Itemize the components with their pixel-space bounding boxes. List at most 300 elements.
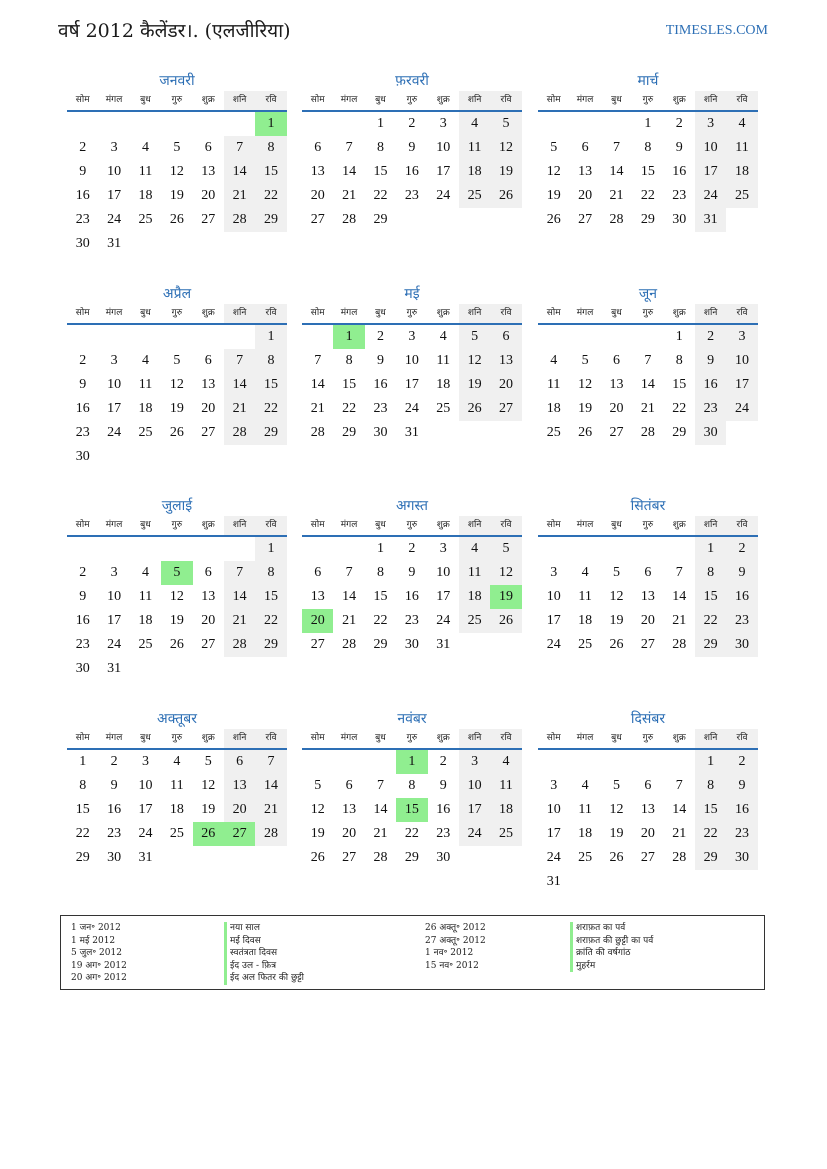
day-cell[interactable]: 9 [79,589,87,604]
day-cell[interactable]: 26 [169,637,184,652]
day-cell[interactable]: 27 [640,850,655,865]
day-cell[interactable]: 24 [546,850,561,865]
day-cell[interactable]: 13 [201,377,216,392]
day-cell[interactable]: 19 [546,188,561,203]
day-cell[interactable]: 17 [546,613,561,628]
day-cell[interactable]: 8 [695,774,726,798]
day-cell[interactable]: 22 [75,826,90,841]
day-cell[interactable]: 1 [396,750,427,774]
day-cell[interactable]: 30 [726,633,757,657]
day-cell[interactable]: 6 [345,778,353,793]
day-cell[interactable]: 11 [546,377,561,392]
day-cell[interactable]: 3 [110,140,118,155]
day-cell[interactable]: 13 [342,802,357,817]
day-cell[interactable]: 16 [404,589,419,604]
day-cell[interactable]: 14 [224,160,255,184]
day-cell[interactable]: 5 [173,353,181,368]
day-cell[interactable]: 7 [224,349,255,373]
day-cell[interactable]: 27 [640,637,655,652]
day-cell[interactable]: 2 [408,116,416,131]
day-cell[interactable]: 17 [404,377,419,392]
day-cell[interactable]: 24 [546,637,561,652]
day-cell[interactable]: 6 [204,140,212,155]
day-cell[interactable]: 3 [110,353,118,368]
day-cell[interactable]: 22 [255,609,286,633]
day-cell[interactable]: 30 [75,449,90,464]
day-cell[interactable]: 20 [609,401,624,416]
day-cell[interactable]: 8 [644,140,652,155]
day-cell[interactable]: 16 [404,164,419,179]
day-cell[interactable]: 12 [578,377,593,392]
day-cell[interactable]: 28 [310,425,325,440]
day-cell[interactable]: 4 [141,353,149,368]
day-cell[interactable]: 16 [726,585,757,609]
day-cell[interactable]: 26 [490,184,521,208]
day-cell[interactable]: 9 [695,349,726,373]
day-cell[interactable]: 7 [345,140,353,155]
day-cell[interactable]: 15 [396,798,427,822]
day-cell[interactable]: 6 [644,565,652,580]
day-cell[interactable]: 13 [201,589,216,604]
day-cell[interactable]: 5 [490,537,521,561]
day-cell[interactable]: 6 [314,565,322,580]
day-cell[interactable]: 2 [408,541,416,556]
day-cell[interactable]: 23 [75,637,90,652]
day-cell[interactable]: 26 [490,609,521,633]
day-cell[interactable]: 19 [609,826,624,841]
day-cell[interactable]: 23 [75,425,90,440]
day-cell[interactable]: 17 [107,401,122,416]
day-cell[interactable]: 3 [550,565,558,580]
day-cell[interactable]: 20 [640,613,655,628]
day-cell[interactable]: 5 [550,140,558,155]
day-cell[interactable]: 17 [726,373,757,397]
day-cell[interactable]: 3 [726,325,757,349]
day-cell[interactable]: 10 [404,353,419,368]
day-cell[interactable]: 1 [644,116,652,131]
day-cell[interactable]: 4 [459,537,490,561]
day-cell[interactable]: 26 [546,212,561,227]
day-cell[interactable]: 20 [201,401,216,416]
day-cell[interactable]: 29 [695,633,726,657]
day-cell[interactable]: 12 [609,802,624,817]
day-cell[interactable]: 31 [695,208,726,232]
day-cell[interactable]: 4 [490,750,521,774]
day-cell[interactable]: 14 [310,377,325,392]
day-cell[interactable]: 31 [546,874,561,889]
day-cell[interactable]: 22 [373,188,388,203]
day-cell[interactable]: 21 [609,188,624,203]
day-cell[interactable]: 26 [310,850,325,865]
day-cell[interactable]: 8 [79,778,87,793]
day-cell[interactable]: 12 [459,349,490,373]
day-cell[interactable]: 21 [672,613,687,628]
day-cell[interactable]: 15 [255,585,286,609]
day-cell[interactable]: 2 [79,353,87,368]
day-cell[interactable]: 24 [459,822,490,846]
day-cell[interactable]: 8 [255,349,286,373]
day-cell[interactable]: 28 [672,850,687,865]
day-cell[interactable]: 23 [373,401,388,416]
day-cell[interactable]: 16 [75,613,90,628]
day-cell[interactable]: 12 [201,778,216,793]
day-cell[interactable]: 8 [255,136,286,160]
day-cell[interactable]: 10 [546,589,561,604]
day-cell[interactable]: 16 [107,802,122,817]
day-cell[interactable]: 26 [578,425,593,440]
day-cell[interactable]: 17 [546,826,561,841]
day-cell[interactable]: 6 [204,565,212,580]
day-cell[interactable]: 15 [342,377,357,392]
day-cell[interactable]: 21 [224,397,255,421]
day-cell[interactable]: 28 [373,850,388,865]
day-cell[interactable]: 9 [439,778,447,793]
day-cell[interactable]: 28 [255,822,286,846]
day-cell[interactable]: 2 [439,754,447,769]
day-cell[interactable]: 18 [436,377,451,392]
day-cell[interactable]: 9 [726,561,757,585]
day-cell[interactable]: 13 [310,589,325,604]
day-cell[interactable]: 18 [578,826,593,841]
day-cell[interactable]: 27 [201,212,216,227]
day-cell[interactable]: 6 [490,325,521,349]
day-cell[interactable]: 25 [169,826,184,841]
day-cell[interactable]: 16 [373,377,388,392]
day-cell[interactable]: 5 [612,565,620,580]
day-cell[interactable]: 9 [675,140,683,155]
day-cell[interactable]: 21 [224,609,255,633]
day-cell[interactable]: 5 [581,353,589,368]
day-cell[interactable]: 28 [342,212,357,227]
day-cell[interactable]: 14 [342,589,357,604]
day-cell[interactable]: 19 [578,401,593,416]
day-cell[interactable]: 4 [439,329,447,344]
day-cell[interactable]: 18 [138,401,153,416]
day-cell[interactable]: 1 [376,116,384,131]
day-cell[interactable]: 4 [459,112,490,136]
day-cell[interactable]: 29 [672,425,687,440]
day-cell[interactable]: 16 [75,401,90,416]
day-cell[interactable]: 24 [404,401,419,416]
day-cell[interactable]: 15 [75,802,90,817]
day-cell[interactable]: 7 [644,353,652,368]
day-cell[interactable]: 30 [672,212,687,227]
day-cell[interactable]: 5 [459,325,490,349]
day-cell[interactable]: 23 [726,609,757,633]
day-cell[interactable]: 2 [695,325,726,349]
day-cell[interactable]: 19 [169,401,184,416]
day-cell[interactable]: 6 [612,353,620,368]
day-cell[interactable]: 7 [255,750,286,774]
day-cell[interactable]: 8 [675,353,683,368]
day-cell[interactable]: 5 [314,778,322,793]
day-cell[interactable]: 18 [459,585,490,609]
day-cell[interactable]: 28 [224,421,255,445]
day-cell[interactable]: 22 [373,613,388,628]
day-cell[interactable]: 25 [138,425,153,440]
day-cell[interactable]: 24 [436,188,451,203]
day-cell[interactable]: 30 [726,846,757,870]
day-cell[interactable]: 30 [404,637,419,652]
day-cell[interactable]: 28 [342,637,357,652]
day-cell[interactable]: 11 [138,377,153,392]
day-cell[interactable]: 13 [578,164,593,179]
day-cell[interactable]: 10 [107,589,122,604]
day-cell[interactable]: 30 [373,425,388,440]
day-cell[interactable]: 30 [695,421,726,445]
day-cell[interactable]: 26 [609,637,624,652]
day-cell[interactable]: 10 [107,377,122,392]
day-cell[interactable]: 29 [75,850,90,865]
day-cell[interactable]: 1 [695,750,726,774]
day-cell[interactable]: 18 [138,188,153,203]
day-cell[interactable]: 23 [107,826,122,841]
day-cell[interactable]: 30 [436,850,451,865]
day-cell[interactable]: 21 [373,826,388,841]
day-cell[interactable]: 18 [169,802,184,817]
day-cell[interactable]: 11 [138,164,153,179]
day-cell[interactable]: 10 [107,164,122,179]
day-cell[interactable]: 13 [224,774,255,798]
day-cell[interactable]: 6 [314,140,322,155]
day-cell[interactable]: 17 [138,802,153,817]
day-cell[interactable]: 27 [342,850,357,865]
day-cell[interactable]: 20 [310,188,325,203]
day-cell[interactable]: 21 [342,188,357,203]
day-cell[interactable]: 19 [169,188,184,203]
day-cell[interactable]: 4 [581,778,589,793]
day-cell[interactable]: 27 [310,212,325,227]
day-cell[interactable]: 22 [404,826,419,841]
day-cell[interactable]: 7 [345,565,353,580]
day-cell[interactable]: 23 [672,188,687,203]
day-cell[interactable]: 20 [302,609,333,633]
day-cell[interactable]: 10 [546,802,561,817]
day-cell[interactable]: 9 [79,377,87,392]
day-cell[interactable]: 25 [546,425,561,440]
day-cell[interactable]: 9 [376,353,384,368]
day-cell[interactable]: 24 [138,826,153,841]
day-cell[interactable]: 15 [672,377,687,392]
day-cell[interactable]: 20 [201,613,216,628]
day-cell[interactable]: 26 [169,212,184,227]
day-cell[interactable]: 11 [490,774,521,798]
day-cell[interactable]: 9 [726,774,757,798]
day-cell[interactable]: 29 [404,850,419,865]
day-cell[interactable]: 31 [436,637,451,652]
day-cell[interactable]: 14 [640,377,655,392]
day-cell[interactable]: 2 [79,140,87,155]
day-cell[interactable]: 12 [169,377,184,392]
day-cell[interactable]: 29 [640,212,655,227]
day-cell[interactable]: 22 [695,609,726,633]
day-cell[interactable]: 29 [255,421,286,445]
day-cell[interactable]: 14 [672,589,687,604]
day-cell[interactable]: 7 [612,140,620,155]
day-cell[interactable]: 15 [255,373,286,397]
day-cell[interactable]: 23 [404,613,419,628]
day-cell[interactable]: 14 [672,802,687,817]
day-cell[interactable]: 20 [490,373,521,397]
day-cell[interactable]: 12 [169,589,184,604]
day-cell[interactable]: 3 [110,565,118,580]
day-cell[interactable]: 11 [459,136,490,160]
day-cell[interactable]: 3 [695,112,726,136]
day-cell[interactable]: 23 [695,397,726,421]
day-cell[interactable]: 27 [224,822,255,846]
day-cell[interactable]: 6 [204,353,212,368]
day-cell[interactable]: 31 [138,850,153,865]
day-cell[interactable]: 18 [459,160,490,184]
day-cell[interactable]: 16 [75,188,90,203]
day-cell[interactable]: 29 [342,425,357,440]
day-cell[interactable]: 25 [459,184,490,208]
day-cell[interactable]: 20 [640,826,655,841]
day-cell[interactable]: 15 [695,798,726,822]
day-cell[interactable]: 20 [342,826,357,841]
day-cell[interactable]: 1 [255,112,286,136]
site-name[interactable]: TIMESLES.COM [665,23,768,38]
day-cell[interactable]: 19 [490,585,521,609]
day-cell[interactable]: 15 [373,589,388,604]
day-cell[interactable]: 26 [169,425,184,440]
day-cell[interactable]: 21 [224,184,255,208]
day-cell[interactable]: 23 [404,188,419,203]
day-cell[interactable]: 17 [436,164,451,179]
day-cell[interactable]: 25 [436,401,451,416]
day-cell[interactable]: 24 [436,613,451,628]
day-cell[interactable]: 13 [609,377,624,392]
day-cell[interactable]: 24 [107,637,122,652]
day-cell[interactable]: 2 [726,537,757,561]
day-cell[interactable]: 17 [107,188,122,203]
day-cell[interactable]: 10 [459,774,490,798]
day-cell[interactable]: 25 [578,637,593,652]
day-cell[interactable]: 10 [436,140,451,155]
day-cell[interactable]: 21 [255,798,286,822]
day-cell[interactable]: 19 [490,160,521,184]
day-cell[interactable]: 3 [439,541,447,556]
day-cell[interactable]: 5 [161,561,192,585]
day-cell[interactable]: 9 [110,778,118,793]
day-cell[interactable]: 8 [345,353,353,368]
day-cell[interactable]: 8 [695,561,726,585]
day-cell[interactable]: 14 [255,774,286,798]
day-cell[interactable]: 25 [459,609,490,633]
day-cell[interactable]: 12 [169,164,184,179]
day-cell[interactable]: 7 [675,565,683,580]
day-cell[interactable]: 27 [201,637,216,652]
day-cell[interactable]: 10 [726,349,757,373]
day-cell[interactable]: 6 [644,778,652,793]
day-cell[interactable]: 21 [310,401,325,416]
day-cell[interactable]: 15 [640,164,655,179]
day-cell[interactable]: 7 [224,561,255,585]
day-cell[interactable]: 18 [726,160,757,184]
day-cell[interactable]: 17 [459,798,490,822]
day-cell[interactable]: 18 [546,401,561,416]
day-cell[interactable]: 1 [675,329,683,344]
day-cell[interactable]: 15 [255,160,286,184]
day-cell[interactable]: 26 [609,850,624,865]
day-cell[interactable]: 29 [695,846,726,870]
day-cell[interactable]: 22 [695,822,726,846]
day-cell[interactable]: 5 [490,112,521,136]
day-cell[interactable]: 29 [255,633,286,657]
day-cell[interactable]: 16 [436,802,451,817]
day-cell[interactable]: 22 [255,397,286,421]
day-cell[interactable]: 22 [672,401,687,416]
day-cell[interactable]: 25 [138,637,153,652]
day-cell[interactable]: 5 [612,778,620,793]
day-cell[interactable]: 25 [138,212,153,227]
day-cell[interactable]: 5 [204,754,212,769]
day-cell[interactable]: 1 [695,537,726,561]
day-cell[interactable]: 1 [255,325,286,349]
day-cell[interactable]: 24 [695,184,726,208]
day-cell[interactable]: 9 [408,140,416,155]
day-cell[interactable]: 11 [578,589,592,604]
day-cell[interactable]: 18 [138,613,153,628]
day-cell[interactable]: 4 [726,112,757,136]
day-cell[interactable]: 20 [201,188,216,203]
day-cell[interactable]: 31 [404,425,419,440]
day-cell[interactable]: 15 [373,164,388,179]
day-cell[interactable]: 7 [376,778,384,793]
day-cell[interactable]: 12 [609,589,624,604]
day-cell[interactable]: 21 [640,401,655,416]
day-cell[interactable]: 16 [695,373,726,397]
day-cell[interactable]: 13 [640,589,655,604]
day-cell[interactable]: 22 [640,188,655,203]
day-cell[interactable]: 19 [609,613,624,628]
day-cell[interactable]: 30 [75,661,90,676]
day-cell[interactable]: 8 [255,561,286,585]
day-cell[interactable]: 10 [695,136,726,160]
day-cell[interactable]: 2 [726,750,757,774]
day-cell[interactable]: 21 [672,826,687,841]
day-cell[interactable]: 23 [75,212,90,227]
day-cell[interactable]: 5 [173,140,181,155]
day-cell[interactable]: 3 [141,754,149,769]
day-cell[interactable]: 10 [138,778,153,793]
day-cell[interactable]: 8 [376,140,384,155]
day-cell[interactable]: 24 [726,397,757,421]
day-cell[interactable]: 28 [609,212,624,227]
day-cell[interactable]: 27 [201,425,216,440]
day-cell[interactable]: 4 [550,353,558,368]
day-cell[interactable]: 28 [224,208,255,232]
day-cell[interactable]: 1 [333,325,364,349]
day-cell[interactable]: 10 [436,565,451,580]
day-cell[interactable]: 17 [107,613,122,628]
day-cell[interactable]: 22 [342,401,357,416]
day-cell[interactable]: 12 [490,136,521,160]
day-cell[interactable]: 1 [255,537,286,561]
day-cell[interactable]: 4 [581,565,589,580]
day-cell[interactable]: 12 [546,164,561,179]
day-cell[interactable]: 24 [107,212,122,227]
day-cell[interactable]: 3 [550,778,558,793]
day-cell[interactable]: 30 [75,236,90,251]
day-cell[interactable]: 7 [224,136,255,160]
day-cell[interactable]: 11 [578,802,592,817]
day-cell[interactable]: 15 [695,585,726,609]
day-cell[interactable]: 25 [490,822,521,846]
day-cell[interactable]: 13 [201,164,216,179]
day-cell[interactable]: 14 [373,802,388,817]
day-cell[interactable]: 27 [490,397,521,421]
